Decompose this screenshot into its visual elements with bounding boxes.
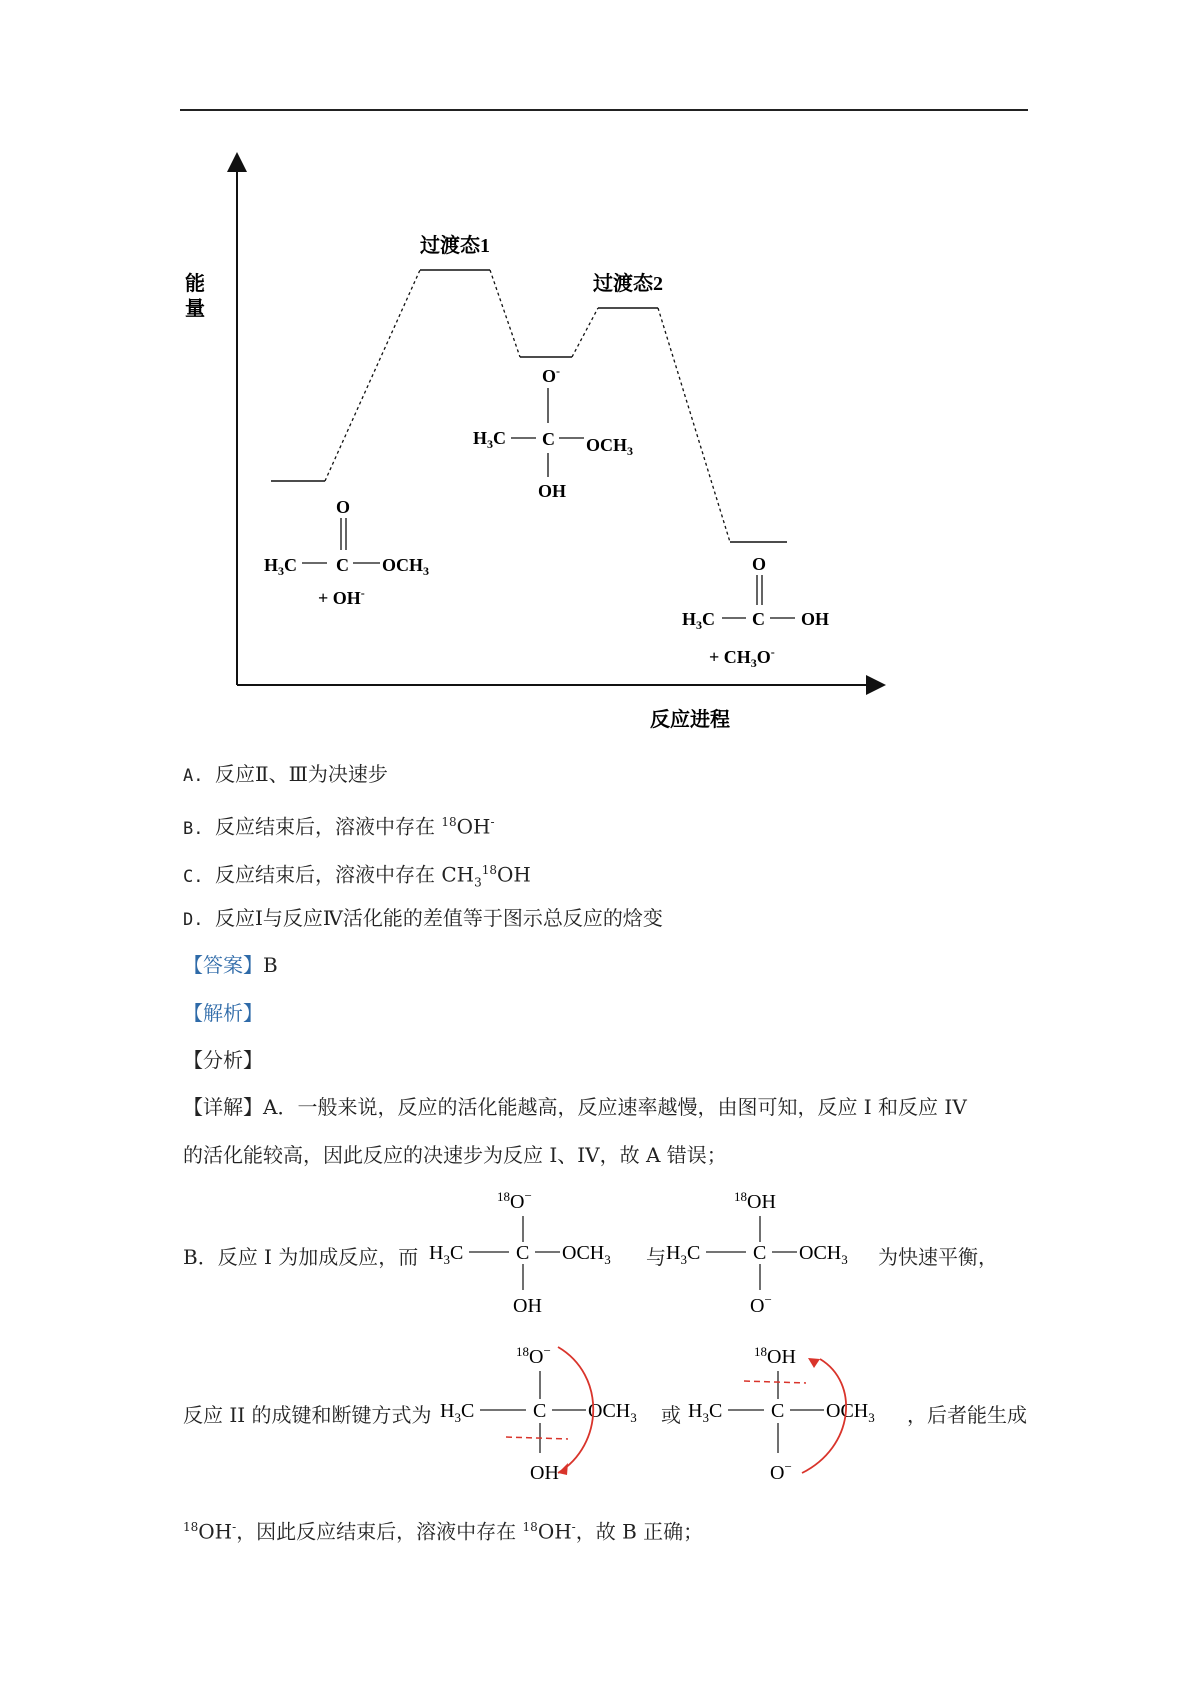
svg-text:H3C: $H_3C$ — [473, 428, 507, 451]
svg-text:H3C: $H_3C$ — [688, 1400, 723, 1425]
svg-text:18O−: $^{18}$O− — [497, 1188, 532, 1213]
detail-c-post: ，后者能生成 — [907, 1403, 1027, 1427]
y-axis-label-2: 量 — [185, 298, 205, 320]
svg-text:C: C — [336, 555, 349, 575]
option-d: D. 反应Ⅰ与反应Ⅳ活化能的差值等于图示总反应的焓变 — [183, 906, 663, 930]
svg-text:18OH: $^{18}$OH — [754, 1344, 796, 1368]
detail-line-2: 的活化能较高，因此反应的决速步为反应 I、IV，故 A 错误； — [183, 1143, 727, 1167]
answer-line — [183, 951, 278, 979]
option-b: B. 反应结束后，溶液中存在 $^{18}$OH- — [183, 814, 495, 839]
svg-text:H3C: $H_3C$ — [264, 555, 298, 578]
reactant-structure — [264, 497, 429, 608]
svg-text:18OH: $^{18}$OH — [734, 1189, 776, 1213]
svg-text:OCH3: $OCH_3$ — [562, 1242, 611, 1267]
reaction-path — [325, 270, 730, 542]
svg-text:18O−: $^{18}$O− — [516, 1343, 551, 1368]
svg-text:H3C: $H_3C$ — [682, 609, 716, 632]
detail-b-pre: B．反应 I 为加成反应，而 — [183, 1245, 419, 1269]
ts1-label: 过渡态1 — [420, 235, 490, 257]
structure-b2 — [662, 1180, 902, 1330]
detail-c-mid: 或 — [661, 1403, 681, 1427]
detail-last-line: $^{18}$OH-，因此反应结束后，溶液中存在 $^{18}$OH-，故 B 正确； — [183, 1519, 704, 1544]
analysis-label: 【解析】 — [183, 1001, 263, 1025]
mechanism-structure-1 — [436, 1335, 666, 1495]
svg-text:OH: OH — [801, 609, 830, 629]
svg-text:C: C — [752, 609, 765, 629]
svg-text:O−: O− — [770, 1459, 792, 1484]
svg-text:C: C — [753, 1242, 767, 1264]
option-a: A. 反应Ⅱ、Ⅲ为决速步 — [183, 762, 388, 786]
svg-text:OH: OH — [530, 1462, 559, 1484]
svg-text:+ OH-: + OH- — [318, 586, 365, 608]
svg-text:OCH3: $OCH_3$ — [586, 435, 634, 458]
svg-text:OCH3: $OCH_3$ — [799, 1242, 848, 1267]
intermediate-structure — [473, 364, 633, 501]
svg-text:C: C — [516, 1242, 530, 1264]
svg-text:H3C: $H_3C$ — [666, 1242, 701, 1267]
svg-text:H3C: $H_3C$ — [440, 1400, 475, 1425]
svg-text:O: O — [336, 497, 351, 517]
svg-text:OCH3: $OCH_3$ — [382, 555, 430, 578]
svg-text:C: C — [771, 1400, 785, 1422]
svg-text:O−: O− — [750, 1292, 772, 1317]
svg-text:O-: O- — [542, 364, 561, 386]
ts2-label: 过渡态2 — [593, 273, 663, 295]
detail-c-pre: 反应 II 的成键和断键方式为 — [183, 1403, 432, 1427]
svg-text:C: C — [533, 1400, 547, 1422]
svg-text:OH: OH — [538, 481, 567, 501]
x-axis-label: 反应进程 — [650, 709, 730, 731]
svg-text:H3C: $H_3C$ — [429, 1242, 464, 1267]
svg-text:+ CH3O-: + $CH_3O^-$ — [709, 645, 775, 670]
product-structure — [682, 554, 829, 670]
svg-text:C: C — [542, 429, 555, 449]
option-c: C. 反应结束后，溶液中存在 $CH_3^{18}OH$ — [183, 862, 531, 890]
energy-diagram — [0, 0, 1200, 740]
svg-text:OCH3: $OCH_3$ — [588, 1400, 637, 1425]
fenxi-label: 【分析】 — [183, 1048, 263, 1072]
svg-text:OH: OH — [513, 1295, 542, 1317]
detail-line-1: 【详解】A．一般来说，反应的活化能越高，反应速率越慢，由图可知，反应 I 和反应 IV — [183, 1095, 967, 1119]
svg-text:O: O — [752, 554, 767, 574]
detail-b-post: 为快速平衡， — [878, 1245, 998, 1269]
answer-label: 【答案】 — [183, 953, 263, 977]
mechanism-structure-2 — [684, 1335, 904, 1495]
svg-text:OCH3: $OCH_3$ — [826, 1400, 875, 1425]
detail-b-mid: 与 — [646, 1245, 666, 1269]
structure-b1 — [425, 1180, 665, 1330]
answer-value: B — [263, 953, 278, 977]
y-axis-label-1: 能 — [185, 273, 205, 295]
